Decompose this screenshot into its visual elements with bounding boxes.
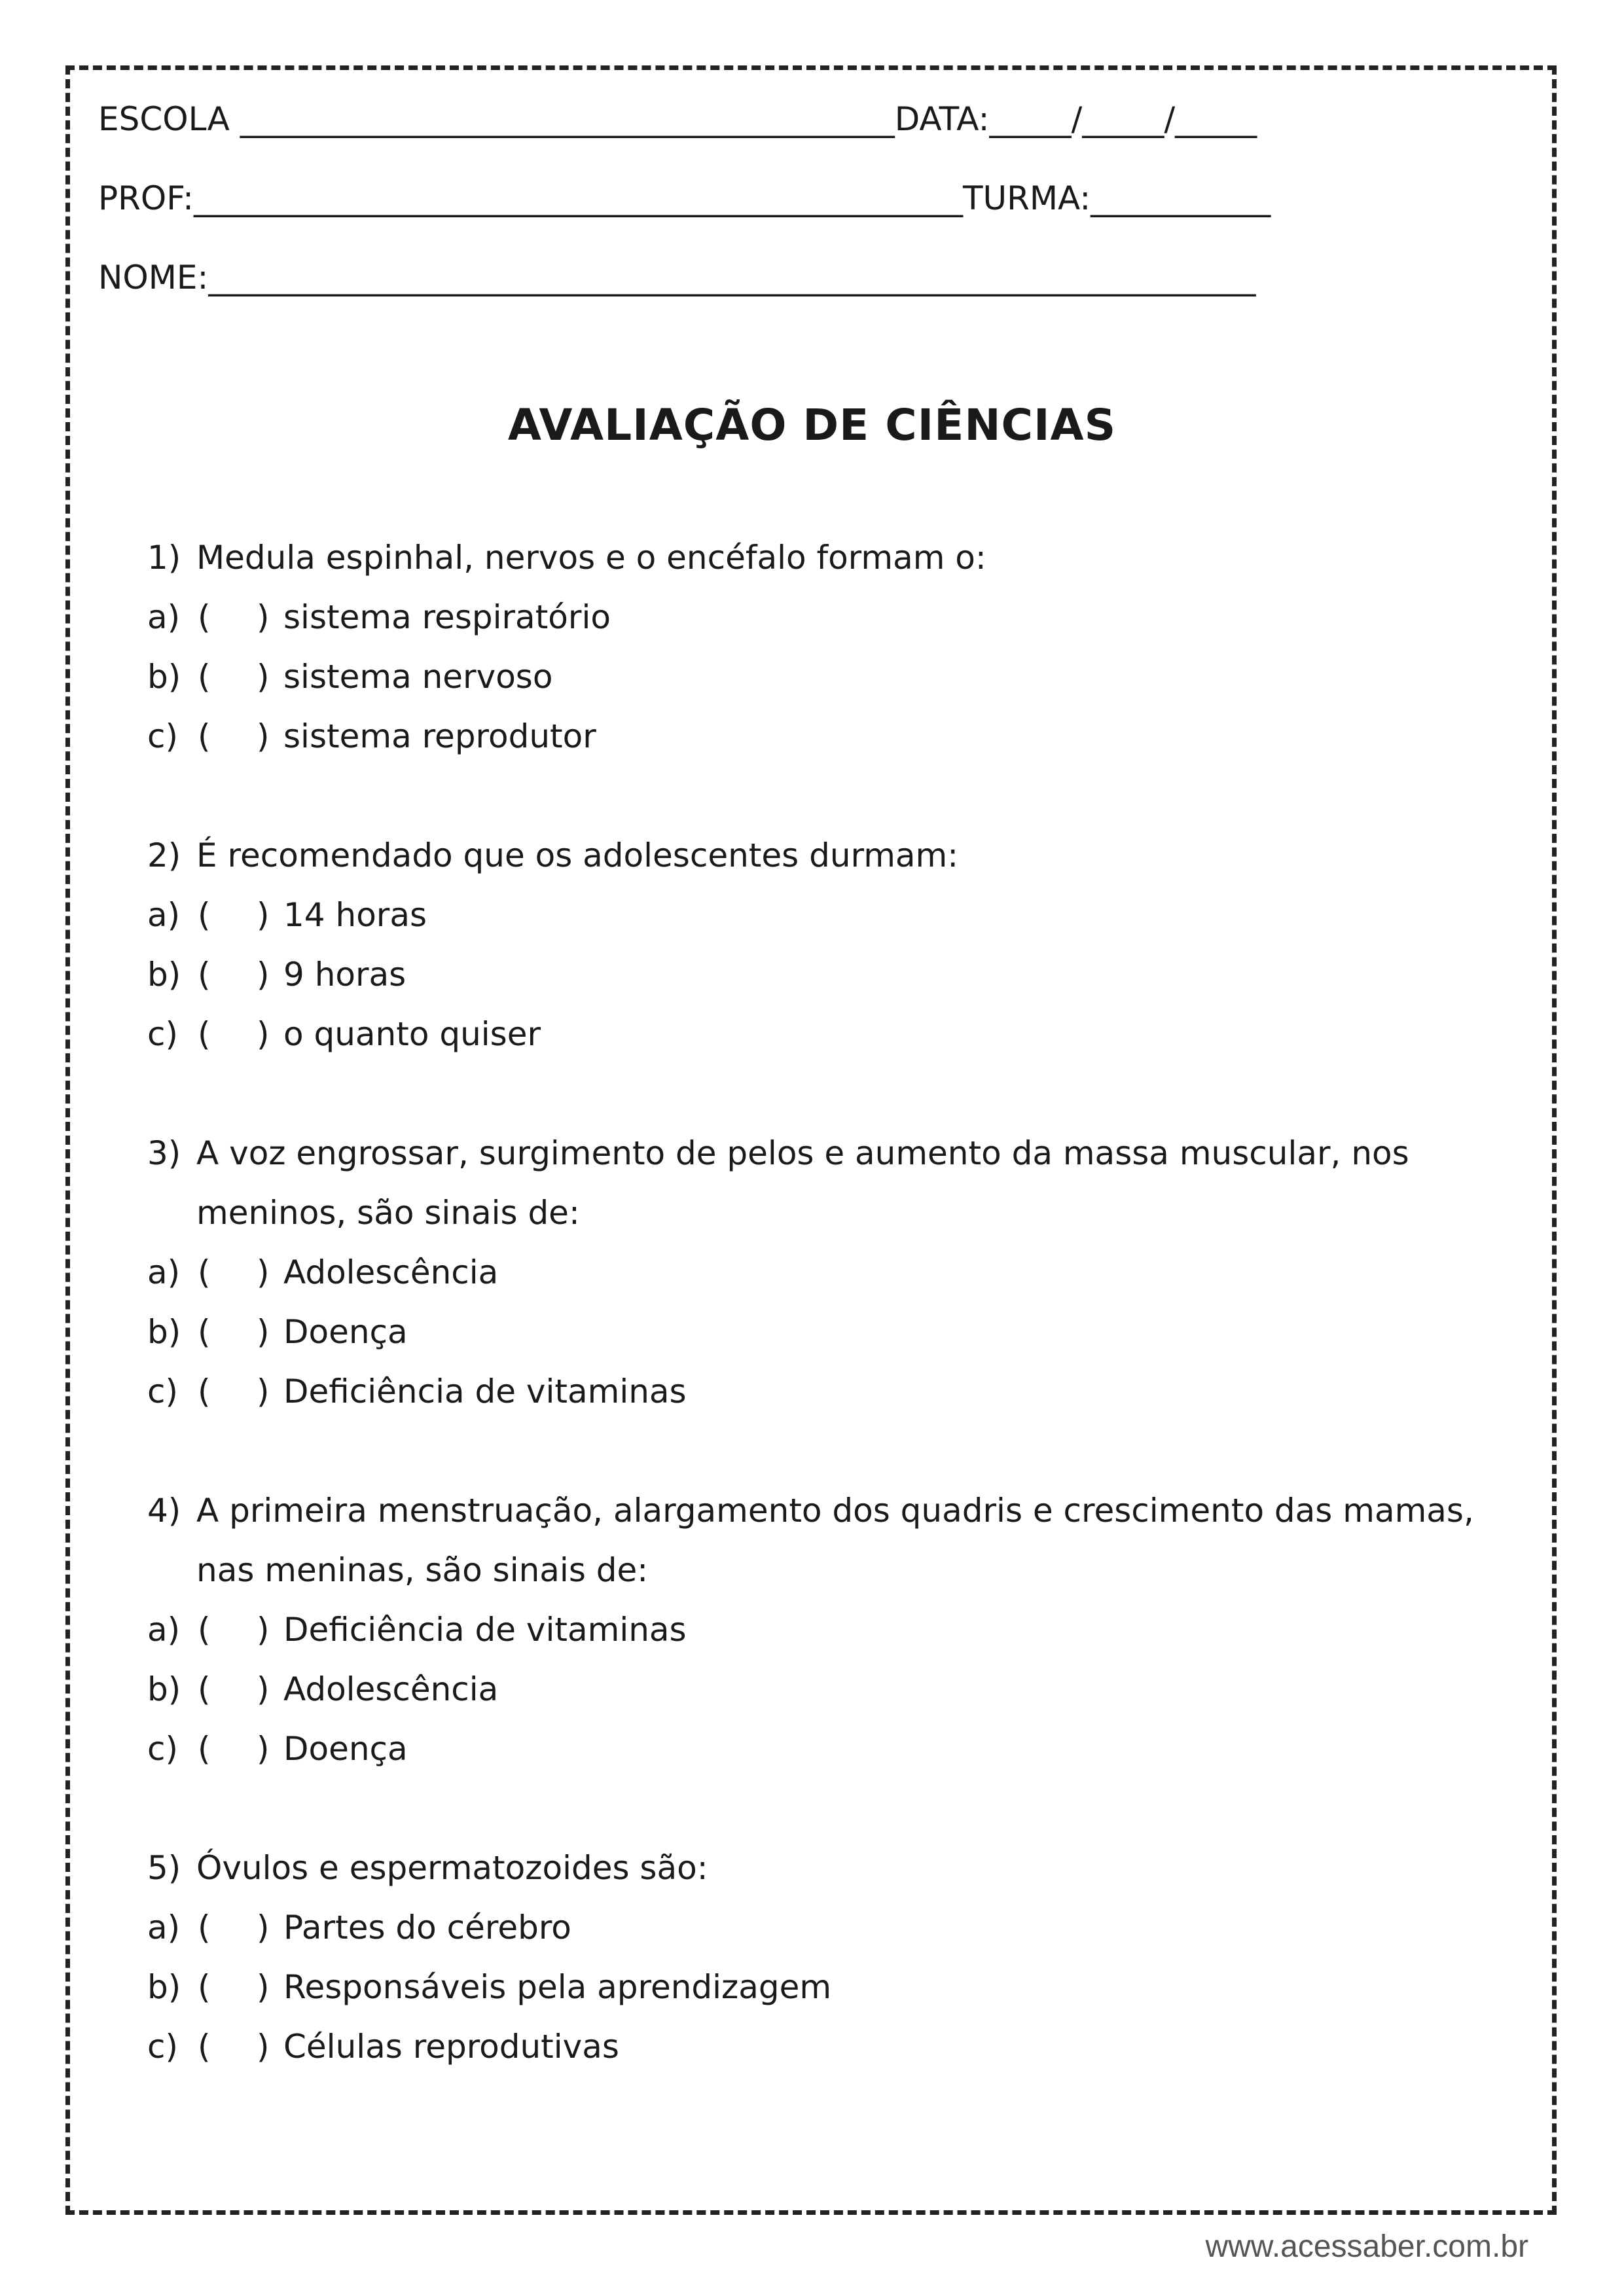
answer-checkbox-close[interactable]: ) [257, 1730, 270, 1768]
header-prof-turma-line: PROF:_______________________________________________TURMA:___________ [98, 179, 1271, 217]
option-letter: c) [147, 1372, 178, 1410]
question-number: 5) [147, 1849, 181, 1887]
answer-checkbox-close[interactable]: ) [257, 717, 270, 755]
question-number: 4) [147, 1492, 181, 1530]
footer-website: www.acessaber.com.br [1205, 2229, 1528, 2264]
answer-checkbox-close[interactable]: ) [257, 1372, 270, 1410]
option-text: sistema nervoso [283, 658, 553, 696]
answer-checkbox-close[interactable]: ) [257, 1670, 270, 1708]
answer-checkbox-close[interactable]: ) [257, 658, 270, 696]
question-text: A voz engrossar, surgimento de pelos e aumento da massa muscular, nos [196, 1134, 1409, 1172]
option-letter: b) [147, 1313, 181, 1351]
answer-checkbox-close[interactable]: ) [257, 956, 270, 994]
answer-checkbox-close[interactable]: ) [257, 2028, 270, 2066]
answer-checkbox-close[interactable]: ) [257, 1968, 270, 2006]
answer-checkbox-open[interactable]: ( [198, 1015, 211, 1053]
option-letter: a) [147, 598, 181, 636]
answer-checkbox-open[interactable]: ( [198, 1909, 211, 1946]
header-escola-data-line: ESCOLA ________________________________________DATA:_____/_____/_____ [98, 100, 1257, 138]
answer-checkbox-close[interactable]: ) [257, 1253, 270, 1291]
option-letter: b) [147, 956, 181, 994]
answer-checkbox-close[interactable]: ) [257, 896, 270, 934]
option-text: Partes do cérebro [283, 1909, 571, 1946]
option-text: Deficiência de vitaminas [283, 1611, 687, 1649]
answer-checkbox-close[interactable]: ) [257, 598, 270, 636]
question-text: Medula espinhal, nervos e o encéfalo formam o: [196, 539, 986, 577]
option-letter: b) [147, 1968, 181, 2006]
option-letter: c) [147, 1730, 178, 1768]
answer-checkbox-open[interactable]: ( [198, 1313, 211, 1351]
option-letter: c) [147, 2028, 178, 2066]
answer-checkbox-open[interactable]: ( [198, 1670, 211, 1708]
answer-checkbox-open[interactable]: ( [198, 1372, 211, 1410]
question-number: 1) [147, 539, 181, 577]
option-text: 9 horas [283, 956, 406, 994]
question-number: 2) [147, 836, 181, 874]
answer-checkbox-open[interactable]: ( [198, 896, 211, 934]
option-letter: a) [147, 1909, 181, 1946]
answer-checkbox-close[interactable]: ) [257, 1313, 270, 1351]
answer-checkbox-open[interactable]: ( [198, 1253, 211, 1291]
option-text: Adolescência [283, 1253, 499, 1291]
answer-checkbox-close[interactable]: ) [257, 1015, 270, 1053]
option-text: sistema reprodutor [283, 717, 596, 755]
question-number: 3) [147, 1134, 181, 1172]
answer-checkbox-open[interactable]: ( [198, 956, 211, 994]
option-letter: c) [147, 717, 178, 755]
question-text: A primeira menstruação, alargamento dos quadris e crescimento das mamas, [196, 1492, 1474, 1530]
answer-checkbox-open[interactable]: ( [198, 1611, 211, 1649]
answer-checkbox-close[interactable]: ) [257, 1909, 270, 1946]
option-text: Responsáveis pela aprendizagem [283, 1968, 832, 2006]
option-letter: b) [147, 658, 181, 696]
option-letter: a) [147, 1253, 181, 1291]
option-letter: a) [147, 896, 181, 934]
answer-checkbox-open[interactable]: ( [198, 717, 211, 755]
answer-checkbox-open[interactable]: ( [198, 598, 211, 636]
option-text: Doença [283, 1313, 408, 1351]
header-nome-line: NOME:________________________________________________________________ [98, 259, 1256, 296]
option-text: Células reprodutivas [283, 2028, 619, 2066]
question-text: meninos, são sinais de: [196, 1194, 580, 1232]
question-text: Óvulos e espermatozoides são: [196, 1849, 708, 1887]
option-text: Doença [283, 1730, 408, 1768]
answer-checkbox-open[interactable]: ( [198, 2028, 211, 2066]
option-text: o quanto quiser [283, 1015, 541, 1053]
option-letter: c) [147, 1015, 178, 1053]
option-text: sistema respiratório [283, 598, 611, 636]
page-title: AVALIAÇÃO DE CIÊNCIAS [507, 400, 1117, 450]
option-text: Deficiência de vitaminas [283, 1372, 687, 1410]
option-letter: b) [147, 1670, 181, 1708]
question-text: É recomendado que os adolescentes durmam: [196, 836, 959, 874]
option-text: 14 horas [283, 896, 427, 934]
option-letter: a) [147, 1611, 181, 1649]
option-text: Adolescência [283, 1670, 499, 1708]
answer-checkbox-open[interactable]: ( [198, 658, 211, 696]
answer-checkbox-open[interactable]: ( [198, 1730, 211, 1768]
question-text: nas meninas, são sinais de: [196, 1551, 649, 1589]
answer-checkbox-open[interactable]: ( [198, 1968, 211, 2006]
answer-checkbox-close[interactable]: ) [257, 1611, 270, 1649]
